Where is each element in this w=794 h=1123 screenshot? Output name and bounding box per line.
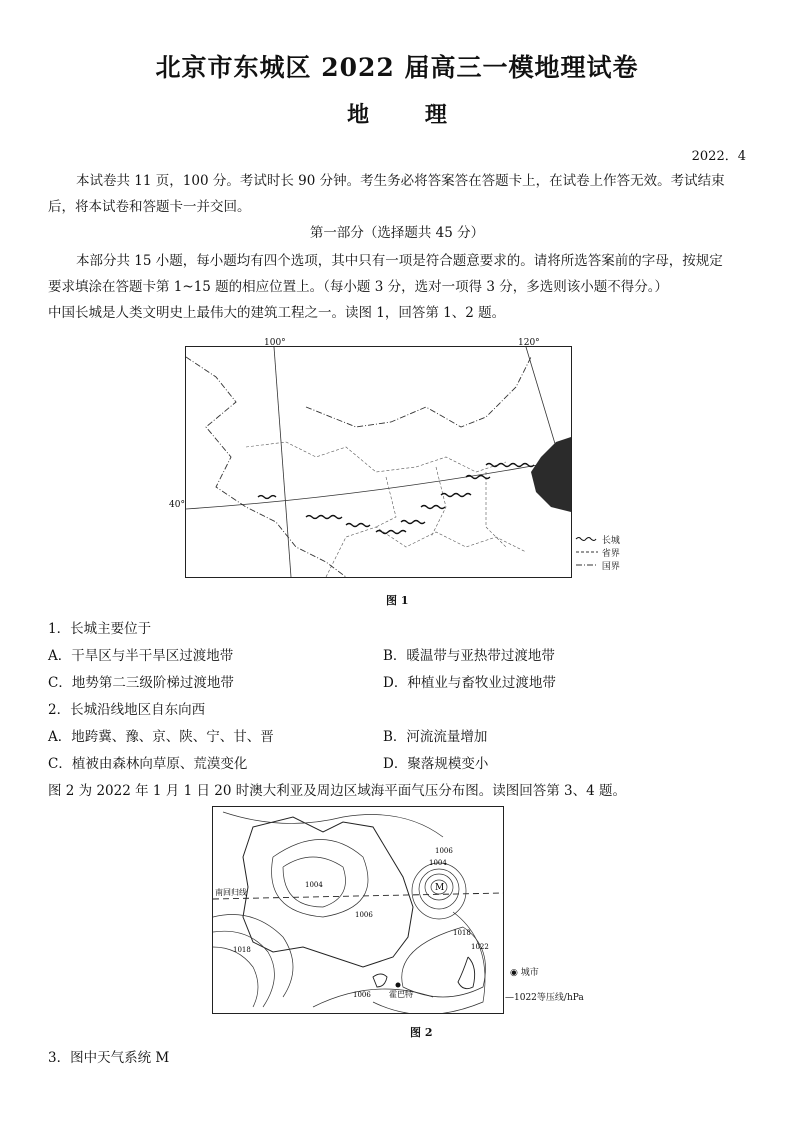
part1-line-2: 要求填涂在答题卡第 1~15 题的相应位置上。（每小题 3 分，选对一项得 3 分，多选则该小题不得分。） xyxy=(48,279,669,295)
label-lon-120: 120° xyxy=(518,338,540,348)
figure-1-caption: 图 1 xyxy=(386,594,409,607)
system-m-label: M xyxy=(435,883,445,893)
subject-title: 地 理 xyxy=(347,102,447,128)
legend-row-province xyxy=(575,548,620,561)
question-group-stem-2: 图 2 为 2022 年 1 月 1 日 20 时澳大利亚及周边区域海平面气压分布图。读图回答第 3、4 题。 xyxy=(48,783,626,799)
q2-option-d[interactable]: D．聚落规模变小 xyxy=(383,756,489,772)
national-symbol-icon xyxy=(575,561,599,569)
page-title: 北京市东城区 2022 届高三一模地理试卷 xyxy=(155,53,639,82)
isobar-label-3: 1004 xyxy=(305,881,323,889)
tropic-label: 南回归线 xyxy=(215,888,247,897)
national-border xyxy=(186,357,346,577)
q2-stem: 2．长城沿线地区自东向西 xyxy=(48,702,206,718)
legend-wall-label: 长城 xyxy=(601,536,620,546)
isobar-label-2: 1004 xyxy=(429,859,447,867)
legend-row-wall xyxy=(575,535,620,548)
isobar-label-4: 1006 xyxy=(355,911,373,919)
city-hobart-marker xyxy=(396,983,401,988)
national-border-north xyxy=(306,357,531,427)
tasmania-coastline xyxy=(373,974,387,987)
isobar-symbol-icon: — xyxy=(505,993,514,1003)
legend-isobar-value: 1022 xyxy=(514,993,537,1003)
q1-option-a[interactable]: A．干旱区与半干旱区过渡地带 xyxy=(48,648,234,664)
q1-option-d[interactable]: D．种植业与畜牧业过渡地带 xyxy=(383,675,556,691)
figure-2-legend-city xyxy=(510,965,539,978)
isobar-label-6: 1018 xyxy=(453,929,471,937)
city-hobart-label: 霍巴特 xyxy=(389,990,413,999)
wall-symbol-icon xyxy=(575,535,599,543)
province-symbol-icon xyxy=(575,548,599,556)
q2-option-a[interactable]: A．地跨冀、豫、京、陕、宁、甘、晋 xyxy=(48,729,274,745)
label-lat-40: 40° xyxy=(169,500,185,510)
isobar-label-8: 1006 xyxy=(353,991,371,999)
legend-province-label: 省界 xyxy=(601,549,620,559)
legend-national-label: 国界 xyxy=(601,562,620,572)
q1-stem: 1．长城主要位于 xyxy=(48,621,152,637)
figure-1-map xyxy=(185,346,572,578)
q1-option-c[interactable]: C．地势第二三级阶梯过渡地带 xyxy=(48,675,234,691)
part1-line-1: 本部分共 15 小题，每小题均有四个选项，其中只有一项是符合题意要求的。请将所选答案前的字母，按规定 xyxy=(76,253,723,269)
pressure-map-graphic xyxy=(213,807,503,1013)
australia-coastline xyxy=(243,817,413,967)
label-lon-100: 100° xyxy=(264,338,286,348)
legend-row-national xyxy=(575,561,620,574)
legend-isobar-label: 等压线/hPa xyxy=(536,993,584,1003)
figure-2-legend-isobar xyxy=(505,990,584,1003)
city-symbol-icon: ◉ xyxy=(510,968,518,978)
q3-stem: 3．图中天气系统 M xyxy=(48,1050,170,1066)
q1-option-b[interactable]: B．暖温带与亚热带过渡地带 xyxy=(383,648,555,664)
parallel-40 xyxy=(186,459,571,509)
new-zealand-coastline xyxy=(458,957,475,989)
legend-city-label: 城市 xyxy=(520,968,539,978)
great-wall-map-graphic xyxy=(186,347,571,577)
province-borders xyxy=(246,442,526,577)
figure-1-legend xyxy=(575,535,620,574)
isobar-label-5: 1018 xyxy=(233,946,251,954)
intro-line-1: 本试卷共 11 页，100 分。考试时长 90 分钟。考生务必将答案答在答题卡上，在试卷上作答无效。考试结束 xyxy=(76,173,725,189)
q2-option-b[interactable]: B．河流流量增加 xyxy=(383,729,488,745)
question-group-stem-1: 中国长城是人类文明史上最伟大的建筑工程之一。读图 1，回答第 1、2 题。 xyxy=(48,305,506,321)
intro-line-2: 后，将本试卷和答题卡一并交回。 xyxy=(48,199,251,215)
isobar-label-7: 1022 xyxy=(471,943,489,951)
exam-date: 2022．4 xyxy=(691,149,746,164)
tropic-line xyxy=(213,893,503,899)
isobars xyxy=(213,812,486,1013)
figure-2-caption: 图 2 xyxy=(410,1026,433,1039)
figure-2-map xyxy=(212,806,504,1014)
q2-option-c[interactable]: C．植被由森林向草原、荒漠变化 xyxy=(48,756,248,772)
isobar-label-1: 1006 xyxy=(435,847,453,855)
great-wall-line xyxy=(258,464,534,534)
part1-heading: 第一部分（选择题共 45 分） xyxy=(309,225,485,241)
meridian-100 xyxy=(274,347,291,577)
sea-area xyxy=(531,437,571,512)
